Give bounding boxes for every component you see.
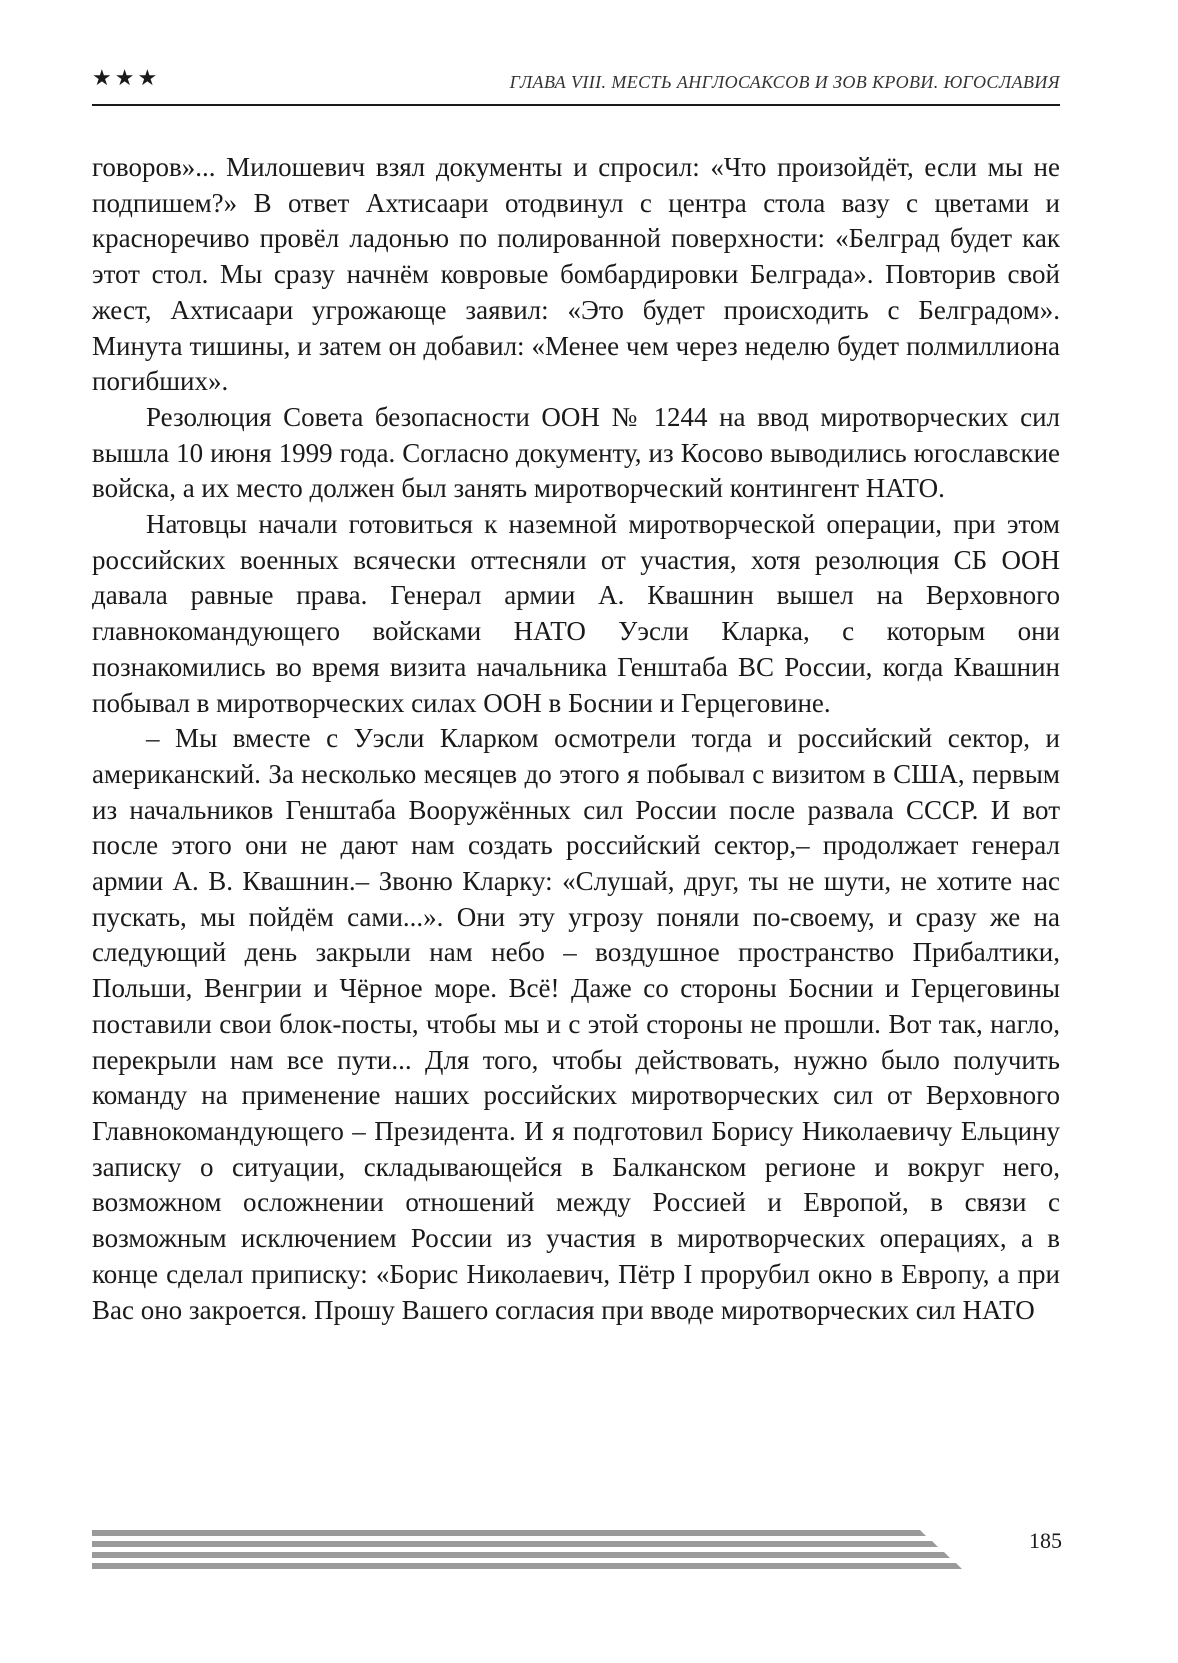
footer-stripe [92,1530,926,1536]
footer-stripe [92,1563,962,1569]
paragraph: – Мы вместе с Уэсли Кларком осмотрели тогда и российский сектор, и американский. За несколько месяцев до этого я побывал с визитом в США, первым из начальников Генштаба Вооружённых сил России после развала СССР. И вот после этого они не дают нам создать российский сектор,– продолжает генерал армии А. В. Квашнин.– Звоню Кларку: «Слушай, друг, ты не шути, не хотите нас пускать, мы пойдём сами...». Они эту угрозу поняли по-своему, и сразу же на следующий день закрыли нам небо – воздушное пространство Прибалтики, Польши, Венгрии и Чёрное море. Всё! Даже со стороны Боснии и Герцеговины поставили свои блок-посты, чтобы мы и с этой стороны не прошли. Вот так, нагло, перекрыли нам все пути... Для того, чтобы действовать, нужно было получить команду на применение наших российских миротворческих сил от Верховного Главнокомандующего – Президента. И я подготовил Борису Николаевичу Ельцину записку о ситуации, складывающейся в Балканском регионе и вокруг него, возможном осложнении отношений между Россией и Европой, в связи с возможным исключением России из участия в миротворческих операциях, а в конце сделал приписку: «Борис Николаевич, Пётр I прорубил окно в Европу, а при Вас оно закроется. Прошу Вашего согласия при вводе миротворческих сил НАТО [92,723,1060,1325]
page-header [92,64,1060,106]
star-ornament-icon: ★★★ [92,66,161,91]
page-number: 185 [1029,1528,1062,1553]
footer-rule-icon [92,1530,1012,1576]
footer-stripe [92,1541,938,1547]
paragraph: Резолюция Совета безопасности ООН № 1244 на ввод миротворческих сил вышла 10 июня 1999 года. Согласно документу, из Косово выводились югославские войска, а их место должен был занять миротворческий контингент НАТО. [92,401,1060,504]
paragraph: говоров»... Милошевич взял документы и спросил: «Что произойдёт, если мы не подпишем?» В ответ Ахтисаари отодвинул с центра стола вазу с цветами и красноречиво провёл ладонью по полированной поверхности: «Белград будет как этот стол. Мы сразу начнём ковровые бомбардировки Белграда». Повторив свой жест, Ахтисаари угрожающе заявил: «Это будет происходить с Белградом». Минута тишины, и затем он добавил: «Менее чем через неделю будет полмиллиона погибших». [92,152,1060,397]
paragraph: Натовцы начали готовиться к наземной миротворческой операции, при этом российских военных всячески оттесняли от участия, хотя резолюция СБ ООН давала равные права. Генерал армии А. Квашнин вышел на Верховного главнокомандующего войсками НАТО Уэсли Кларка, с которым они познакомились во время визита начальника Генштаба ВС России, когда Квашнин побывал в миротворческих силах ООН в Боснии и Герцеговине. [92,509,1060,718]
running-head: ГЛАВА VIII. МЕСТЬ АНГЛОСАКСОВ И ЗОВ КРОВИ. ЮГОСЛАВИЯ [509,72,1060,92]
body-text [92,150,1060,1328]
footer-stripe [92,1552,950,1558]
